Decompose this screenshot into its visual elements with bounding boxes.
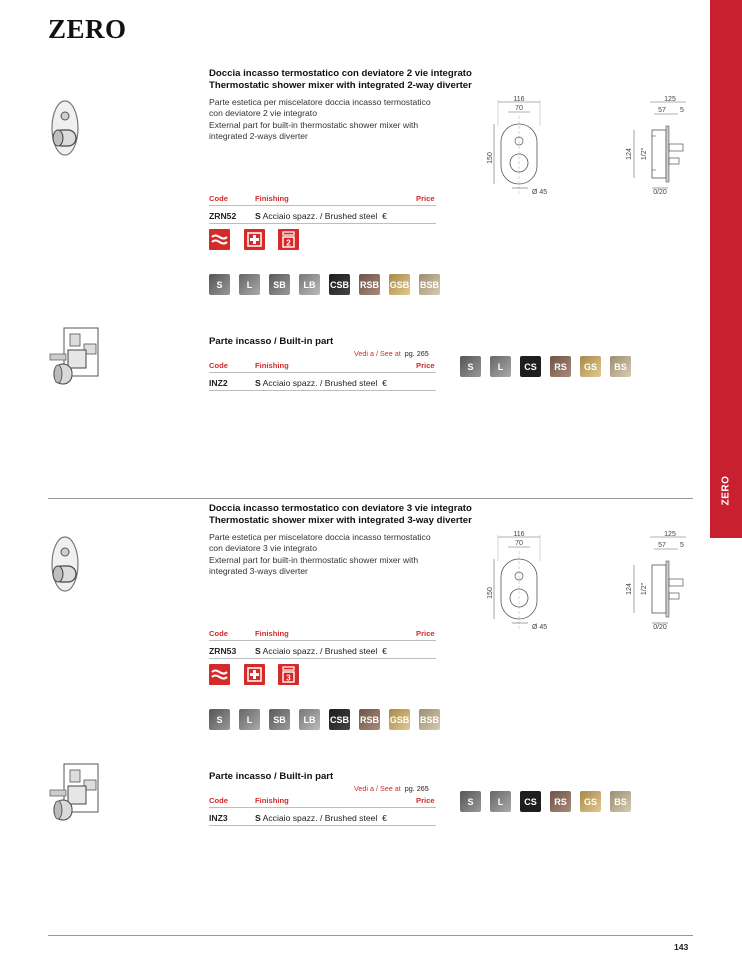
swatch-lb[interactable]: LB	[299, 709, 320, 730]
svg-text:Ø 45: Ø 45	[532, 189, 548, 196]
product-image-shower-mixer	[48, 98, 84, 160]
swatch-l[interactable]: L	[490, 791, 511, 812]
swatch-rs[interactable]: RS	[550, 791, 571, 812]
swatch-sb[interactable]: SB	[269, 274, 290, 295]
swatch-l[interactable]: L	[490, 356, 511, 377]
section-sidebar	[710, 0, 742, 538]
divider	[209, 807, 436, 808]
section-divider	[48, 498, 693, 499]
product-title: Doccia incasso termostatico con deviatore 2 vie integrato Thermostatic shower mixer with integrated 2-way diverter	[209, 68, 472, 91]
swatch-bs[interactable]: BS	[610, 356, 631, 377]
technical-drawing-side	[622, 96, 688, 200]
svg-text:150: 150	[487, 587, 494, 599]
swatch-s[interactable]: S	[209, 709, 230, 730]
price-header: Price	[416, 194, 435, 203]
page-number: 143	[674, 942, 689, 952]
swatch-s[interactable]: S	[460, 356, 481, 377]
svg-text:116: 116	[513, 531, 525, 538]
svg-text:124: 124	[626, 583, 633, 595]
product-title: Doccia incasso termostatico con deviatore 3 vie integrato Thermostatic shower mixer with integrated 3-way diverter	[209, 503, 472, 526]
swatch-gsb[interactable]: GSB	[389, 709, 410, 730]
thermostatic-icon	[209, 229, 230, 250]
product-description: Parte estetica per miscelatore doccia incasso termostatico con deviatore 3 vie integrato External part for built-in thermostatic shower mixer with integrated 3-ways diverter	[209, 532, 431, 576]
svg-text:3: 3	[286, 673, 291, 683]
finish-swatches	[460, 356, 631, 377]
price-header: Price	[416, 796, 435, 805]
product-row: ZRN52 S Acciaio spazz. / Brushed steel €	[209, 211, 387, 221]
swatch-sb[interactable]: SB	[269, 709, 290, 730]
svg-text:2: 2	[286, 238, 291, 248]
finishing-header: Finishing	[255, 194, 289, 203]
code-header: Code	[209, 361, 228, 370]
swatch-rsb[interactable]: RSB	[359, 274, 380, 295]
svg-text:0/20: 0/20	[653, 189, 667, 196]
product-code: ZRN53	[209, 646, 237, 656]
diverter-3-icon	[278, 664, 299, 685]
svg-text:5: 5	[680, 542, 684, 549]
thermostatic-icon	[209, 664, 230, 685]
divider	[209, 658, 436, 659]
technical-drawing-side	[622, 531, 688, 635]
builtin-title: Parte incasso / Built-in part	[209, 771, 334, 782]
svg-text:1/2": 1/2"	[641, 147, 648, 161]
swatch-s[interactable]: S	[209, 274, 230, 295]
code-header: Code	[209, 194, 228, 203]
price-symbol: €	[382, 646, 387, 656]
svg-text:125: 125	[664, 531, 676, 538]
technical-drawing-front	[484, 96, 554, 200]
product-row: INZ3 S Acciaio spazz. / Brushed steel €	[209, 813, 387, 823]
product-row: INZ2 S Acciaio spazz. / Brushed steel €	[209, 378, 387, 388]
finishing-header: Finishing	[255, 361, 289, 370]
svg-text:70: 70	[515, 540, 523, 547]
finish-swatches	[209, 274, 440, 295]
svg-text:5: 5	[680, 107, 684, 114]
finishing-header: Finishing	[255, 796, 289, 805]
svg-text:116: 116	[513, 96, 525, 103]
product-code: INZ2	[209, 378, 228, 388]
footer-divider	[48, 935, 693, 936]
svg-text:70: 70	[515, 105, 523, 112]
section-sidebar-label: ZERO	[720, 475, 732, 505]
product-code: INZ3	[209, 813, 228, 823]
svg-text:125: 125	[664, 96, 676, 103]
divider	[209, 372, 436, 373]
price-header: Price	[416, 361, 435, 370]
see-also-reference[interactable]: Vedi a / See at pg. 265	[354, 784, 429, 793]
swatch-csb[interactable]: CSB	[329, 274, 350, 295]
swatch-bsb[interactable]: BSB	[419, 274, 440, 295]
divider	[209, 825, 436, 826]
see-also-reference[interactable]: Vedi a / See at pg. 265	[354, 349, 429, 358]
svg-text:57: 57	[658, 542, 666, 549]
divider	[209, 223, 436, 224]
svg-text:124: 124	[626, 148, 633, 160]
builtin-icon	[244, 229, 265, 250]
svg-text:150: 150	[487, 152, 494, 164]
brand-logo: ZERO	[48, 14, 127, 44]
swatch-gs[interactable]: GS	[580, 356, 601, 377]
divider	[209, 390, 436, 391]
product-description: Parte estetica per miscelatore doccia incasso termostatico con deviatore 2 vie integrato External part for built-in thermostatic shower mixer with integrated 2-ways diverter	[209, 97, 431, 141]
swatch-bsb[interactable]: BSB	[419, 709, 440, 730]
finish-swatches	[460, 791, 631, 812]
swatch-bs[interactable]: BS	[610, 791, 631, 812]
svg-text:0/20: 0/20	[653, 624, 667, 631]
finish-swatches	[209, 709, 440, 730]
product-row: ZRN53 S Acciaio spazz. / Brushed steel €	[209, 646, 387, 656]
swatch-gs[interactable]: GS	[580, 791, 601, 812]
code-header: Code	[209, 629, 228, 638]
svg-text:1/2": 1/2"	[641, 582, 648, 596]
builtin-icon	[244, 664, 265, 685]
swatch-cs[interactable]: CS	[520, 356, 541, 377]
builtin-title: Parte incasso / Built-in part	[209, 336, 334, 347]
finishing-header: Finishing	[255, 629, 289, 638]
svg-text:Ø 45: Ø 45	[532, 624, 548, 631]
divider	[209, 640, 436, 641]
swatch-l[interactable]: L	[239, 709, 260, 730]
product-image-shower-mixer	[48, 534, 84, 596]
swatch-lb[interactable]: LB	[299, 274, 320, 295]
swatch-l[interactable]: L	[239, 274, 260, 295]
price-symbol: €	[382, 211, 387, 221]
divider	[209, 205, 436, 206]
product-image-builtin-part	[48, 760, 104, 824]
product-image-builtin-part	[48, 324, 104, 388]
code-header: Code	[209, 796, 228, 805]
price-symbol: €	[382, 378, 387, 388]
swatch-csb[interactable]: CSB	[329, 709, 350, 730]
swatch-gsb[interactable]: GSB	[389, 274, 410, 295]
swatch-rs[interactable]: RS	[550, 356, 571, 377]
svg-text:57: 57	[658, 107, 666, 114]
price-header: Price	[416, 629, 435, 638]
product-code: ZRN52	[209, 211, 237, 221]
diverter-2-icon	[278, 229, 299, 250]
swatch-rsb[interactable]: RSB	[359, 709, 380, 730]
swatch-s[interactable]: S	[460, 791, 481, 812]
technical-drawing-front	[484, 531, 554, 635]
price-symbol: €	[382, 813, 387, 823]
swatch-cs[interactable]: CS	[520, 791, 541, 812]
